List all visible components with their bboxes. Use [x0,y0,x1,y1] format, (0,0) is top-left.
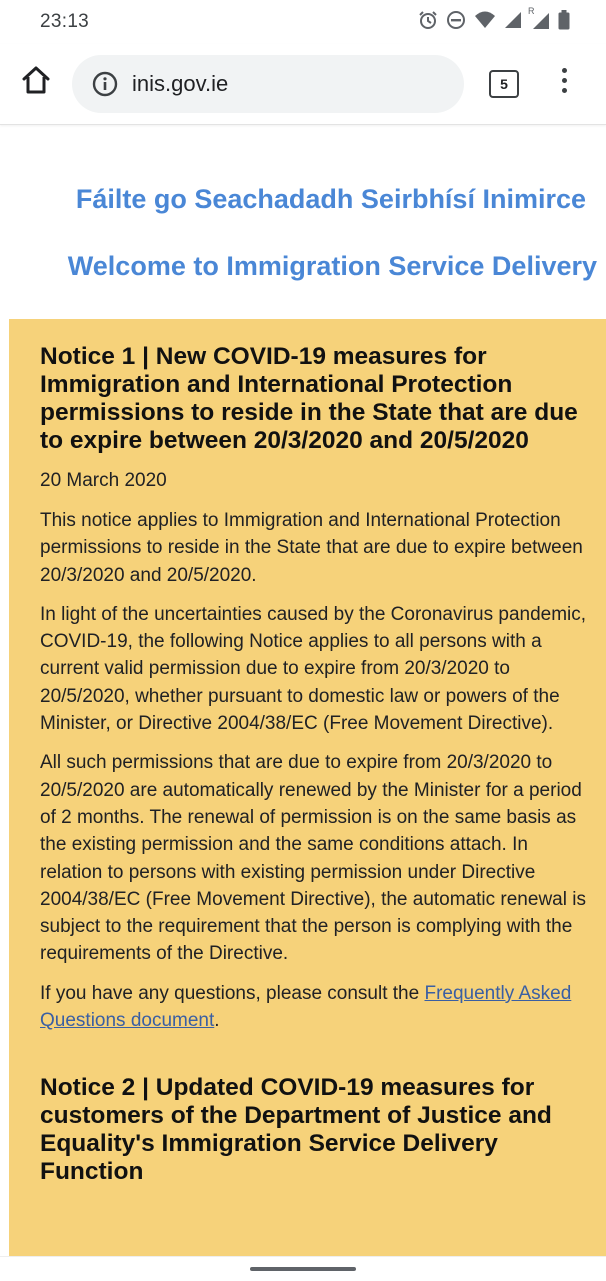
roaming-signal-icon [528,6,550,30]
home-gesture-handle[interactable] [250,1267,356,1271]
alarm-icon [418,10,438,30]
overflow-menu-button[interactable] [556,68,572,100]
notice-1-paragraph-3: All such permissions that are due to expire from 20/3/2020 to 20/5/2020 are automatically renewed by the Minister for a period of 2 months. The renewal of permission is on the same basis as the existing permission and the same conditions attach. In relation to persons with existing permission under Directive 2004/38/EC (Free Movement Directive), the automatic renewal is subject to the requirement that the person is complying with the requirements of the Directive. [40,752,586,965]
notice-1-date: 20 March 2020 [40,470,167,491]
faq-document-link[interactable]: Frequently Asked Questions document [40,982,572,1032]
notice-1-paragraph-4 [40,980,595,1035]
do-not-disturb-icon [446,10,466,30]
faq-suffix-text: . [214,1010,220,1032]
roaming-mark: R [528,6,535,16]
status-icons [418,6,570,30]
wifi-icon [474,10,496,30]
gesture-navigation-bar [0,1256,606,1281]
more-vert-icon [556,68,572,93]
signal-icon [504,10,522,30]
status-time: 23:13 [40,11,90,32]
home-button[interactable] [18,62,54,102]
tab-switcher-button[interactable] [489,70,519,98]
tab-count: 5 [489,70,519,98]
notice-content [40,343,595,1198]
info-icon[interactable] [92,71,118,97]
notice-1-title: Notice 1 | New COVID-19 measures for Immigration and International Protection permissions to reside in the State that are due to expire between 20/3/2020 and 20/5/2020 [40,343,578,454]
browser-toolbar [0,44,606,125]
notice-2-title: Notice 2 | Updated COVID-19 measures for customers of the Department of Justice and Equality's Immigration Service Delivery Function [40,1074,552,1186]
address-bar[interactable] [72,55,464,113]
home-icon [20,64,52,101]
faq-prefix-text: If you have any questions, please consult the [40,982,425,1004]
status-bar [0,0,606,44]
welcome-heading-irish: Fáilte go Seachadadh Seirbhísí Inimirce [75,184,586,214]
welcome-heading-english: Welcome to Immigration Service Delivery [67,251,597,281]
url-text[interactable]: inis.gov.ie [132,71,229,96]
notice-panel [9,319,606,1280]
notice-1-paragraph-2: In light of the uncertainties caused by the Coronavirus pandemic, COVID-19, the following Notice applies to all persons with a current valid permission due to expire from 20/3/2020 to 20/5/2020, whether pursuant to domestic law or powers of the Minister, or Directive 2004/38/EC (Free Movement Directive). [40,603,587,735]
notice-1-paragraph-1: This notice applies to Immigration and International Protection permissions to reside in the State that are due to expire between 20/3/2020 and 20/5/2020. [40,510,583,586]
battery-icon [558,10,570,30]
